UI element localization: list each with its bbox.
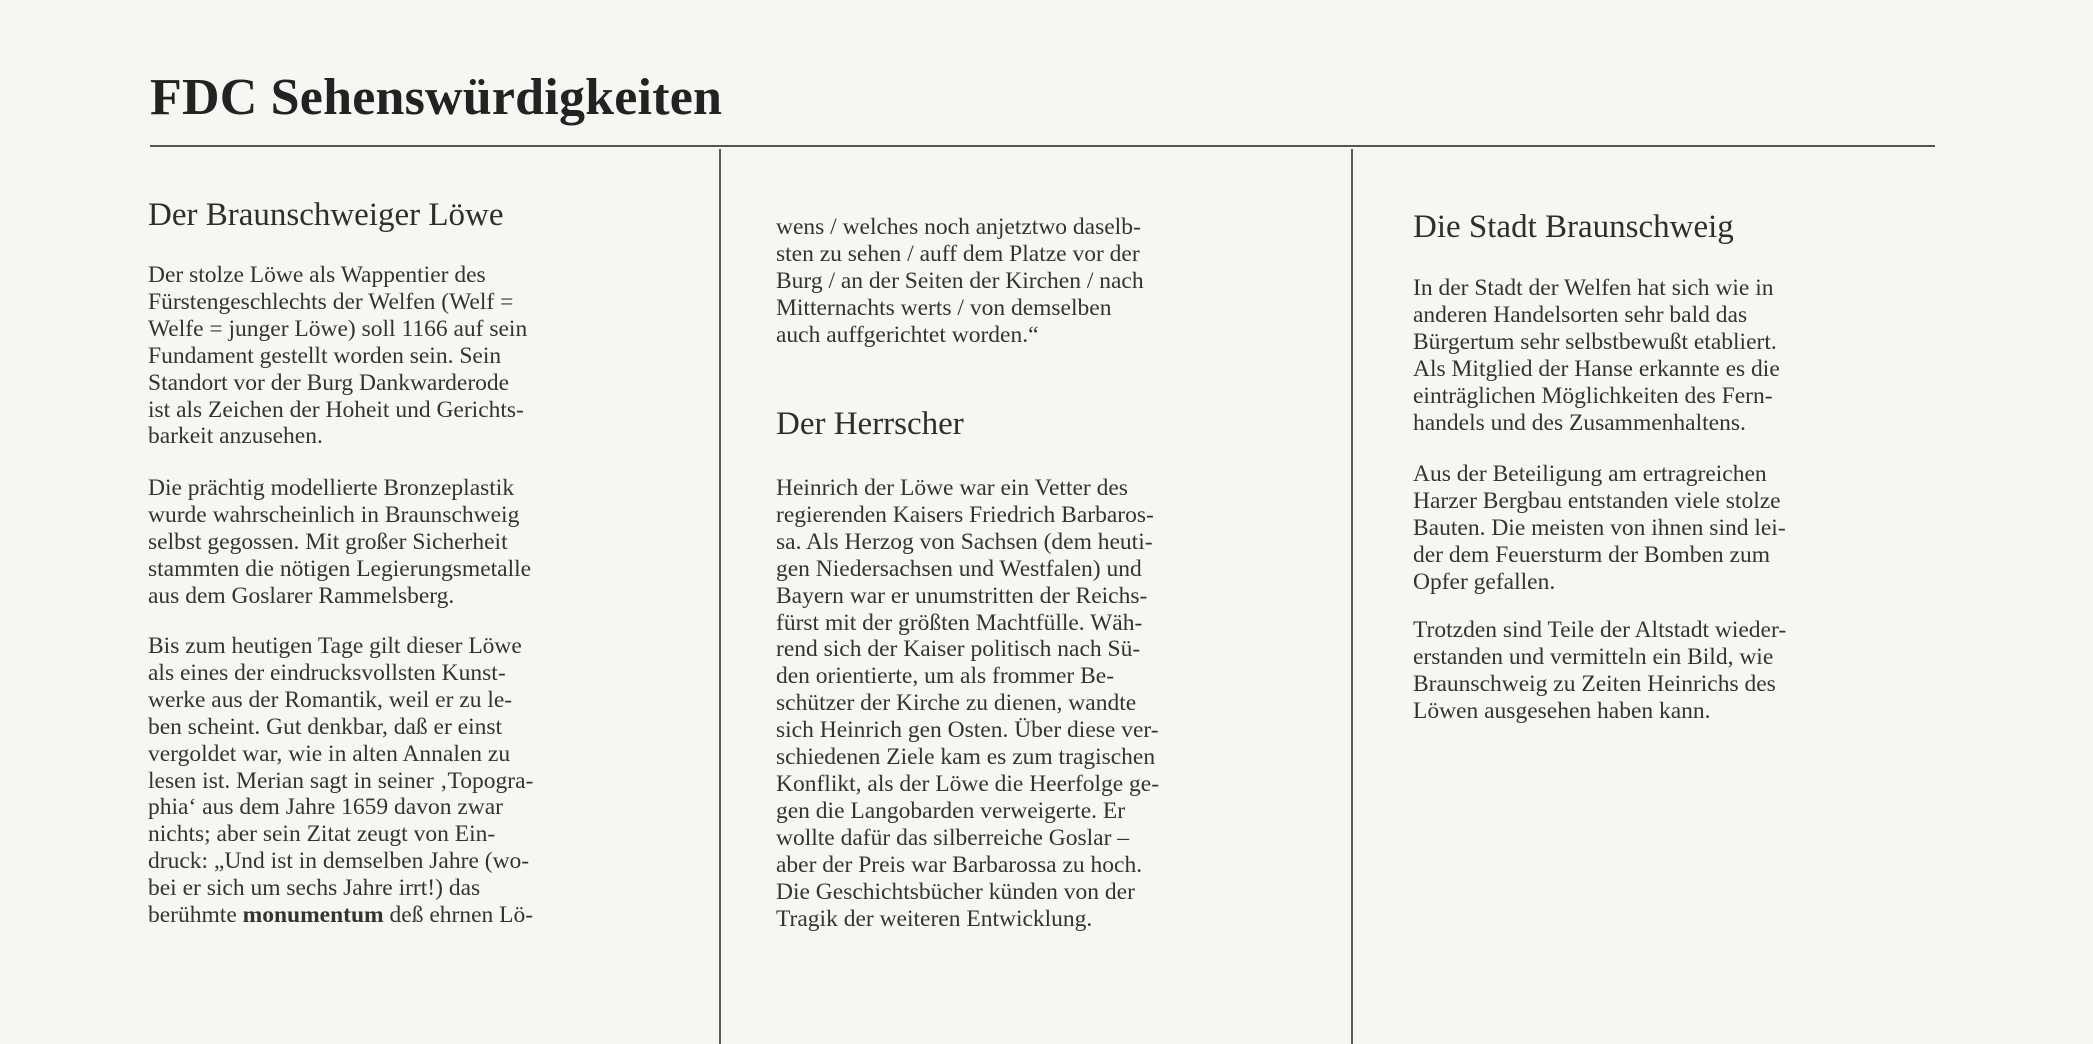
text-line: Mitternachts werts / von demselben	[776, 294, 1112, 321]
text-line: auch auffgerichtet worden.“	[776, 321, 1039, 348]
text-line: Tragik der weiteren Entwicklung.	[776, 905, 1093, 932]
paragraph	[776, 475, 1356, 932]
paragraph	[148, 262, 728, 450]
paragraph	[776, 214, 1356, 349]
text-line: sten zu sehen / auff dem Platze vor der	[776, 240, 1140, 267]
text-line: rend sich der Kaiser politisch nach Sü-	[776, 636, 1141, 663]
text-line: Opfer gefallen.	[1413, 568, 1556, 595]
text-line: ben scheint. Gut denkbar, daß er einst	[148, 713, 503, 740]
text-line: aber der Preis war Barbarossa zu hoch.	[776, 851, 1143, 878]
text-line: Löwen ausgesehen haben kann.	[1413, 697, 1711, 724]
text-line: den orientierte, um als frommer Be-	[776, 663, 1115, 690]
text-line: lesen ist. Merian sagt in seiner ‚Topogra-	[148, 767, 534, 794]
text-line: handels und des Zusammenhaltens.	[1413, 409, 1746, 436]
text-line: Bürgertum sehr selbstbewußt etabliert.	[1413, 328, 1777, 355]
text-line: Bis zum heutigen Tage gilt dieser Löwe	[148, 633, 522, 659]
text-line: Konflikt, als der Löwe die Heerfolge ge-	[776, 770, 1160, 797]
text-line: Harzer Bergbau entstanden viele stolze	[1413, 487, 1781, 514]
text-line: selbst gegossen. Mit großer Sicherheit	[148, 528, 508, 555]
text-line: vergoldet war, wie in alten Annalen zu	[148, 740, 511, 767]
text-line: sa. Als Herzog von Sachsen (dem heuti-	[776, 528, 1153, 555]
text-span: deß ehrnen Lö-	[383, 902, 534, 929]
text-line: Der stolze Löwe als Wappentier des	[148, 262, 486, 288]
text-line	[148, 902, 728, 929]
text-line: gen Niedersachsen und Westfalen) und	[776, 555, 1142, 582]
text-line: ist als Zeichen der Hoheit und Gerichts-	[148, 396, 524, 423]
text-line: Fundament gestellt worden sein. Sein	[148, 342, 502, 369]
text-line: bei er sich um sechs Jahre irrt!) das	[148, 875, 481, 902]
text-line: In der Stadt der Welfen hat sich wie in	[1413, 275, 1774, 301]
text-line: Bayern war er unumstritten der Reichs-	[776, 582, 1148, 609]
text-line: fürst mit der größten Machtfülle. Wäh-	[776, 609, 1143, 636]
text-line: Bauten. Die meisten von ihnen sind lei-	[1413, 514, 1786, 541]
text-line: wurde wahrscheinlich in Braunschweig	[148, 501, 520, 528]
text-line: wens / welches noch anjetztwo daselb-	[776, 214, 1141, 240]
text-line: stammten die nötigen Legierungsmetalle	[148, 555, 532, 582]
paragraph	[1413, 617, 1993, 725]
text-line: Standort vor der Burg Dankwarderode	[148, 369, 510, 396]
text-line: sich Heinrich gen Osten. Über diese ver-	[776, 717, 1159, 744]
paragraph	[1413, 275, 1993, 436]
text-line: Trotzden sind Teile der Altstadt wieder-	[1413, 617, 1787, 643]
text-line: nichts; aber sein Zitat zeugt von Ein-	[148, 821, 496, 848]
text-line: aus dem Goslarer Rammelsberg.	[148, 582, 455, 609]
text-line: Braunschweig zu Zeiten Heinrichs des	[1413, 670, 1776, 697]
text-line: regierenden Kaisers Friedrich Barbaros-	[776, 501, 1154, 528]
section-heading-herrscher: Der Herrscher	[776, 406, 964, 442]
paragraph	[1413, 461, 1993, 596]
text-line: schützer der Kirche zu dienen, wandte	[776, 690, 1137, 717]
section-heading-stadt-braunschweig: Die Stadt Braunschweig	[1413, 209, 1734, 245]
text-line: Burg / an der Seiten der Kirchen / nach	[776, 267, 1144, 294]
paragraph	[148, 475, 728, 610]
text-line: einträglichen Möglichkeiten des Fern-	[1413, 382, 1773, 409]
text-line: erstanden und vermitteln ein Bild, wie	[1413, 643, 1774, 670]
text-line: Heinrich der Löwe war ein Vetter des	[776, 475, 1128, 501]
text-line: phia‘ aus dem Jahre 1659 davon zwar	[148, 794, 503, 821]
text-line: Welfe = junger Löwe) soll 1166 auf sein	[148, 315, 528, 342]
text-line: Die Geschichtsbücher künden von der	[776, 878, 1135, 905]
text-line: barkeit anzusehen.	[148, 423, 323, 450]
text-span: berühmte	[148, 902, 243, 929]
text-line: wollte dafür das silberreiche Goslar –	[776, 824, 1130, 851]
text-line: Als Mitglied der Hanse erkannte es die	[1413, 355, 1780, 382]
paragraph	[148, 633, 728, 929]
title-underline	[150, 145, 1935, 147]
text-line: Aus der Beteiligung am ertragreichen	[1413, 461, 1767, 487]
text-line: schiedenen Ziele kam es zum tragischen	[776, 744, 1156, 771]
section-heading-braunschweiger-loewe: Der Braunschweiger Löwe	[148, 197, 504, 233]
text-line: der dem Feuersturm der Bomben zum	[1413, 541, 1770, 568]
page-title: FDC Sehenswürdigkeiten	[150, 69, 723, 126]
bold-term: monumentum	[242, 902, 384, 929]
text-line: werke aus der Romantik, weil er zu le-	[148, 686, 513, 713]
text-line: anderen Handelsorten sehr bald das	[1413, 301, 1748, 328]
text-line: druck: „Und ist in demselben Jahre (wo-	[148, 848, 530, 875]
text-line: gen die Langobarden verweigerte. Er	[776, 797, 1126, 824]
text-line: als eines der eindrucksvollsten Kunst-	[148, 659, 506, 686]
text-line: Fürstengeschlechts der Welfen (Welf =	[148, 288, 514, 315]
text-line: Die prächtig modellierte Bronzeplastik	[148, 475, 515, 501]
